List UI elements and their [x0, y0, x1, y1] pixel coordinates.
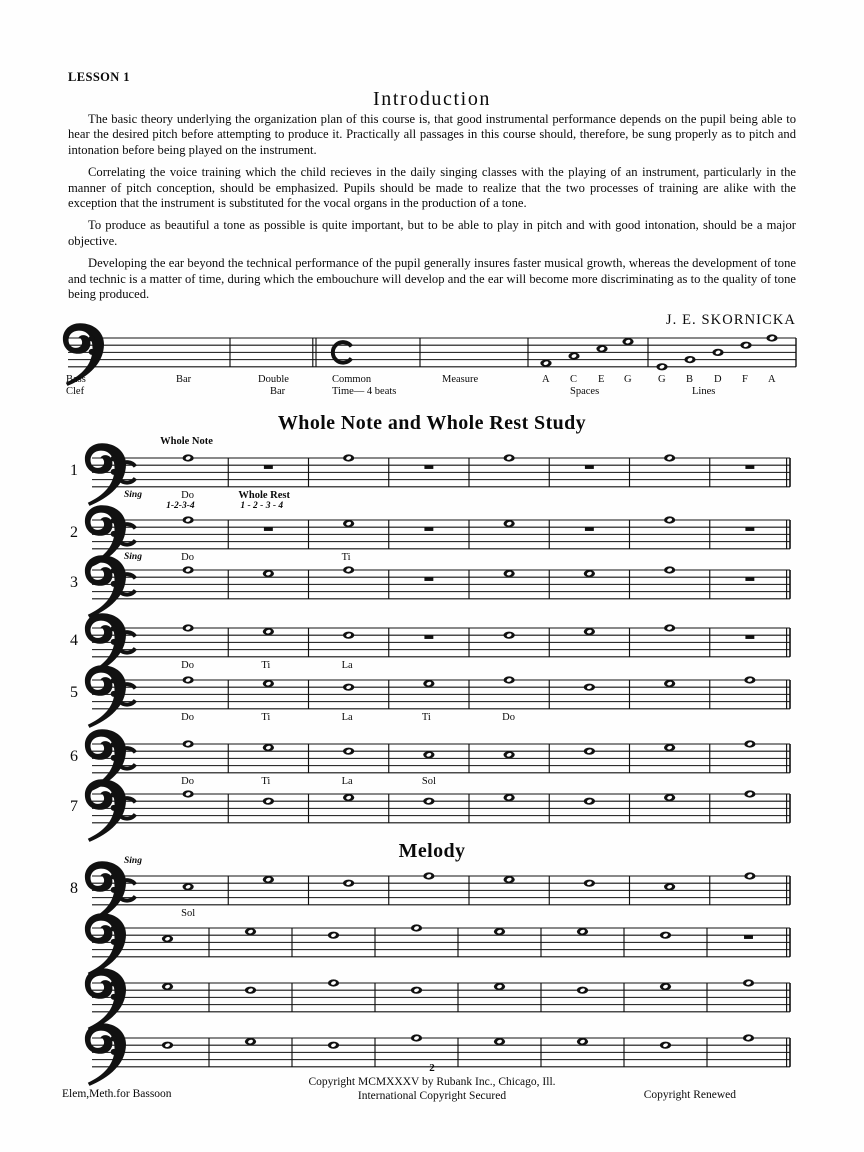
- whole-note: [263, 744, 274, 751]
- whole-note: [577, 1038, 588, 1045]
- exercise-number: 6: [70, 748, 78, 765]
- whole-note: [343, 454, 354, 461]
- reference-staff: [0, 330, 864, 405]
- whole-note: [183, 790, 194, 797]
- reference-label: Measure: [442, 374, 479, 385]
- solfege-label: Sol: [181, 908, 196, 919]
- reference-label: Common: [332, 374, 372, 385]
- whole-note: [494, 1038, 505, 1045]
- author-name: J. E. SKORNICKA: [665, 312, 796, 328]
- exercise-staff: [0, 736, 864, 788]
- reference-pitch-letter: G: [658, 374, 666, 385]
- page-number: 2: [429, 1062, 435, 1074]
- copyright-line-1: Copyright MCMXXXV by Rubank Inc., Chicago, Ill.: [308, 1076, 556, 1088]
- whole-note: [744, 740, 755, 747]
- section-heading-whole-note: Whole Note and Whole Rest Study: [277, 412, 587, 434]
- whole-note: [263, 680, 274, 687]
- exercise-number: 2: [70, 524, 78, 541]
- whole-rest: [424, 527, 433, 531]
- whole-note: [183, 454, 194, 461]
- whole-note: [494, 928, 505, 935]
- whole-rest-annotation: Whole Rest: [238, 490, 290, 501]
- exercise-number: 4: [70, 632, 78, 649]
- whole-note-annotation: Whole Note: [160, 436, 213, 447]
- whole-note: [744, 676, 755, 683]
- exercise-number: 5: [70, 684, 78, 701]
- whole-note: [423, 751, 434, 758]
- solfege-label: Do: [181, 552, 194, 563]
- solfege-label: Do: [502, 712, 515, 723]
- whole-note: [423, 680, 434, 687]
- footer-renewal: Copyright Renewed: [643, 1089, 736, 1101]
- exercise-staff: [0, 512, 864, 564]
- solfege-label: Do: [181, 776, 194, 787]
- whole-rest: [745, 465, 754, 469]
- whole-note: [245, 1038, 256, 1045]
- whole-rest: [745, 577, 754, 581]
- reference-label: Lines: [692, 386, 716, 397]
- whole-note: [664, 566, 675, 573]
- whole-note: [343, 520, 354, 527]
- solfege-label: Do: [181, 490, 194, 501]
- reference-pitch-letter: B: [686, 374, 694, 385]
- solfege-label: Do: [181, 712, 194, 723]
- whole-note: [263, 628, 274, 635]
- sing-annotation: Sing: [124, 490, 142, 500]
- whole-note: [494, 983, 505, 990]
- sing-annotation: Sing: [124, 856, 142, 866]
- whole-note: [664, 883, 675, 890]
- bass-clef-icon: [85, 968, 126, 1031]
- whole-note: [584, 628, 595, 635]
- reference-label: Clef: [66, 386, 85, 397]
- reference-pitch-letter: A: [542, 374, 550, 385]
- reference-pitch-letter: C: [570, 374, 578, 385]
- lesson-label: LESSON 1: [68, 70, 130, 84]
- solfege-label: Ti: [261, 712, 271, 723]
- exercise-staff: [0, 562, 864, 614]
- count-annotation: 1-2-3-4: [166, 501, 195, 511]
- whole-note: [162, 1042, 173, 1049]
- whole-note: [664, 516, 675, 523]
- exercise-number: 8: [70, 880, 78, 897]
- bass-clef-icon: [85, 779, 126, 842]
- line-note-G: [656, 363, 667, 370]
- whole-rest: [744, 935, 753, 939]
- bass-clef-icon: [85, 443, 126, 506]
- line-note-B: [684, 356, 695, 363]
- whole-note: [328, 979, 339, 986]
- count-annotation: 1 - 2 - 3 - 4: [240, 501, 284, 511]
- whole-rest: [745, 635, 754, 639]
- whole-note: [183, 624, 194, 631]
- exercise-staff: [0, 786, 864, 838]
- whole-note: [411, 1034, 422, 1041]
- reference-pitch-letter: D: [714, 374, 722, 385]
- paragraph-3: To produce as beautiful a tone as possible is quite important, but to be able to play in pitch and with good intonation, should be a major objective.: [68, 218, 796, 248]
- whole-note: [744, 872, 755, 879]
- reference-pitch-letter: E: [598, 374, 605, 385]
- whole-note: [664, 454, 675, 461]
- whole-note: [664, 794, 675, 801]
- reference-pitch-letter: G: [624, 374, 632, 385]
- whole-note: [343, 880, 354, 887]
- whole-note: [504, 632, 515, 639]
- whole-note: [328, 1042, 339, 1049]
- whole-note: [743, 979, 754, 986]
- whole-note: [660, 1042, 671, 1049]
- sing-annotation: Sing: [124, 552, 142, 562]
- bass-clef-icon: [85, 665, 126, 728]
- space-note-A: [540, 360, 551, 367]
- exercise-staff: [0, 856, 864, 920]
- whole-rest: [264, 465, 273, 469]
- solfege-label: Ti: [341, 552, 351, 563]
- exercise-number: 1: [70, 462, 78, 479]
- whole-note: [584, 684, 595, 691]
- line-note-A: [766, 334, 777, 341]
- solfege-label: Do: [181, 660, 194, 671]
- whole-note: [423, 798, 434, 805]
- solfege-label: La: [341, 660, 353, 671]
- solfege-label: La: [341, 776, 353, 787]
- whole-note: [183, 566, 194, 573]
- exercise-number: 3: [70, 574, 78, 591]
- bass-clef-icon: [85, 555, 126, 618]
- whole-note: [183, 883, 194, 890]
- whole-note: [584, 880, 595, 887]
- reference-pitch-letter: A: [768, 374, 776, 385]
- whole-note: [660, 983, 671, 990]
- whole-note: [343, 794, 354, 801]
- whole-note: [411, 924, 422, 931]
- whole-rest: [424, 465, 433, 469]
- space-note-C: [568, 352, 579, 359]
- whole-note: [504, 454, 515, 461]
- whole-note: [343, 748, 354, 755]
- section-heading-melody: Melody: [398, 840, 466, 862]
- paragraph-4: Developing the ear beyond the technical performance of the pupil generally insures faster musical growth, whereas the development of tone and technic is a matter of time, during which the embouchure will develop and the ear will become more discriminating as to the quality of tone being produced.: [68, 256, 796, 302]
- whole-note: [183, 516, 194, 523]
- whole-note: [343, 566, 354, 573]
- solfege-label: Ti: [421, 712, 431, 723]
- paragraph-1: The basic theory underlying the organization plan of this course is, that good instrumental performance depends on the pupil being able to hear the desired pitch before attempting to produce it. Practically all passages in this course should, therefore, be sung properly as to pitch and intonation before being played on the instrument.: [68, 112, 796, 157]
- solfege-label: Ti: [261, 660, 271, 671]
- whole-note: [664, 624, 675, 631]
- space-note-E: [596, 345, 607, 352]
- whole-note: [343, 684, 354, 691]
- whole-note: [423, 872, 434, 879]
- solfege-label: La: [341, 712, 353, 723]
- whole-note: [411, 987, 422, 994]
- whole-note: [504, 876, 515, 883]
- whole-note: [328, 932, 339, 939]
- whole-note: [577, 987, 588, 994]
- whole-rest: [585, 527, 594, 531]
- whole-note: [660, 932, 671, 939]
- exercise-number: 7: [70, 798, 78, 815]
- exercise-staff: [0, 920, 864, 972]
- whole-note: [263, 570, 274, 577]
- whole-note: [162, 935, 173, 942]
- reference-label: Time— 4 beats: [332, 386, 397, 397]
- whole-note: [744, 790, 755, 797]
- whole-rest: [745, 527, 754, 531]
- paragraph-2: Correlating the voice training which the child recieves in the daily singing classes with the playing of an instrument, particularly in the manner of pitch conception, should be emphasized. Pupils should be made to realize that the two processes of training are alike with the exception that the instrument is substituted for the vocal organs in the production of a tone.: [68, 165, 796, 211]
- whole-note: [743, 1034, 754, 1041]
- reference-pitch-letter: F: [742, 374, 748, 385]
- page-title: Introduction: [372, 88, 492, 110]
- whole-note: [504, 751, 515, 758]
- copyright-line-2: International Copyright Secured: [357, 1090, 507, 1102]
- solfege-label: Ti: [261, 776, 271, 787]
- introduction-text: [68, 112, 796, 309]
- whole-note: [584, 748, 595, 755]
- space-note-G: [622, 338, 633, 345]
- reference-label: Bass: [66, 374, 86, 385]
- whole-note: [584, 570, 595, 577]
- whole-note: [504, 520, 515, 527]
- whole-rest: [264, 527, 273, 531]
- solfege-label: Sol: [421, 776, 436, 787]
- whole-note: [183, 676, 194, 683]
- whole-rest: [424, 577, 433, 581]
- reference-label: Spaces: [570, 386, 600, 397]
- whole-note: [504, 570, 515, 577]
- exercise-staff: [0, 620, 864, 672]
- footer-edition: Elem,Meth.for Bassoon: [62, 1088, 172, 1100]
- reference-label: Bar: [270, 386, 286, 397]
- whole-rest: [424, 635, 433, 639]
- whole-note: [577, 928, 588, 935]
- exercise-staff: [0, 436, 864, 511]
- exercise-staff: [0, 975, 864, 1027]
- whole-note: [504, 794, 515, 801]
- reference-label: Bar: [176, 374, 192, 385]
- whole-rest: [585, 465, 594, 469]
- whole-note: [343, 632, 354, 639]
- whole-note: [263, 798, 274, 805]
- whole-note: [263, 876, 274, 883]
- whole-note: [162, 983, 173, 990]
- whole-note: [183, 740, 194, 747]
- reference-label: Double: [258, 374, 289, 385]
- whole-note: [245, 987, 256, 994]
- exercise-staff: [0, 672, 864, 724]
- whole-note: [664, 744, 675, 751]
- whole-note: [584, 798, 595, 805]
- bass-clef-icon: [85, 913, 126, 976]
- whole-note: [504, 676, 515, 683]
- whole-note: [664, 680, 675, 687]
- line-note-F: [740, 342, 751, 349]
- line-note-D: [712, 349, 723, 356]
- whole-note: [245, 928, 256, 935]
